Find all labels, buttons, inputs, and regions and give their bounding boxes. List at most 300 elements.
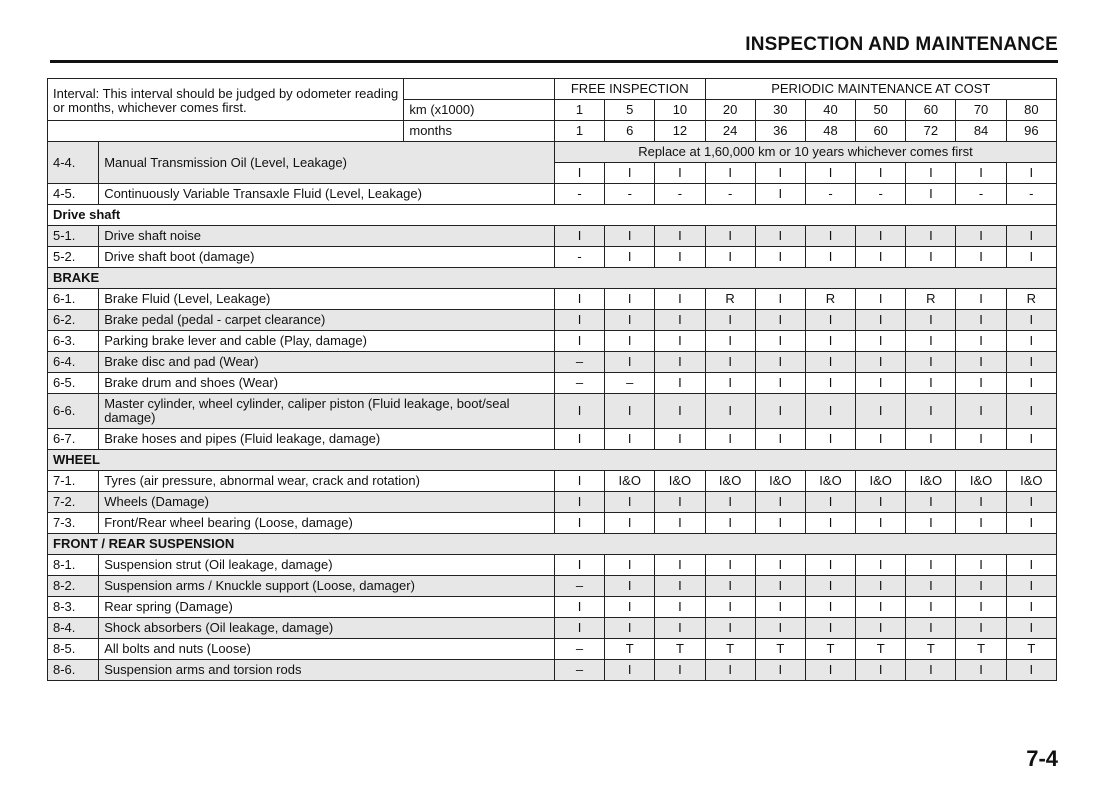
item-description: Brake hoses and pipes (Fluid leakage, damage) — [99, 429, 555, 450]
schedule-value: I — [705, 618, 755, 639]
schedule-value: I — [605, 555, 655, 576]
schedule-value: I — [1006, 597, 1056, 618]
schedule-value: I — [705, 331, 755, 352]
interval-note: Interval: This interval should be judged by odometer reading or months, whichever comes first. — [48, 79, 404, 121]
months-value: 1 — [554, 121, 604, 142]
schedule-value: I — [956, 226, 1006, 247]
schedule-value: I — [1006, 163, 1056, 184]
schedule-value: I — [755, 163, 805, 184]
schedule-value: I — [956, 597, 1006, 618]
item-number: 8-4. — [48, 618, 99, 639]
table-row — [48, 618, 1057, 639]
item-description: Parking brake lever and cable (Play, damage) — [99, 331, 555, 352]
item-number: 6-4. — [48, 352, 99, 373]
schedule-value: I — [605, 394, 655, 429]
schedule-value: - — [554, 247, 604, 268]
schedule-value: I — [956, 492, 1006, 513]
schedule-value: I — [856, 429, 906, 450]
schedule-value: I — [956, 618, 1006, 639]
table-row — [48, 555, 1057, 576]
schedule-body — [48, 79, 1057, 681]
schedule-value: I — [805, 352, 855, 373]
schedule-value: I — [705, 597, 755, 618]
schedule-value: I — [906, 226, 956, 247]
schedule-value: I — [805, 163, 855, 184]
schedule-value: I — [755, 492, 805, 513]
table-row — [48, 660, 1057, 681]
schedule-value: I — [605, 597, 655, 618]
schedule-value: - — [554, 184, 604, 205]
schedule-value: I — [605, 492, 655, 513]
schedule-value: I — [655, 429, 705, 450]
schedule-value: I — [755, 184, 805, 205]
schedule-value: I — [705, 513, 755, 534]
item-description: Brake drum and shoes (Wear) — [99, 373, 555, 394]
schedule-value: I — [605, 576, 655, 597]
schedule-value: I — [605, 310, 655, 331]
schedule-value: I — [856, 618, 906, 639]
months-value: 60 — [856, 121, 906, 142]
schedule-value: I — [705, 492, 755, 513]
schedule-value: I — [554, 163, 604, 184]
schedule-value: I — [705, 555, 755, 576]
table-row — [48, 576, 1057, 597]
table-row — [48, 142, 1057, 163]
schedule-value: I&O — [705, 471, 755, 492]
schedule-value: I — [906, 429, 956, 450]
schedule-value: T — [1006, 639, 1056, 660]
schedule-value: I — [1006, 555, 1056, 576]
section-row — [48, 534, 1057, 555]
item-description: Drive shaft noise — [99, 226, 555, 247]
schedule-value: I — [755, 429, 805, 450]
schedule-value: I — [655, 247, 705, 268]
schedule-value: I — [655, 331, 705, 352]
schedule-value: I — [554, 513, 604, 534]
header-blank — [48, 121, 404, 142]
section-title: BRAKE — [48, 268, 1057, 289]
item-number: 8-3. — [48, 597, 99, 618]
schedule-value: I — [856, 331, 906, 352]
months-value: 84 — [956, 121, 1006, 142]
item-number: 5-1. — [48, 226, 99, 247]
schedule-value: I — [705, 310, 755, 331]
schedule-value: I — [805, 310, 855, 331]
schedule-value: I — [554, 226, 604, 247]
schedule-value: I&O — [655, 471, 705, 492]
item-description: Suspension arms and torsion rods — [99, 660, 555, 681]
schedule-value: I — [655, 310, 705, 331]
schedule-value: I — [655, 352, 705, 373]
schedule-value: - — [605, 184, 655, 205]
schedule-value: I&O — [906, 471, 956, 492]
schedule-value: I — [705, 163, 755, 184]
schedule-value: T — [956, 639, 1006, 660]
table-row — [48, 289, 1057, 310]
schedule-value: I — [554, 471, 604, 492]
schedule-value: I — [1006, 618, 1056, 639]
schedule-value: I — [906, 660, 956, 681]
schedule-value: I — [605, 289, 655, 310]
schedule-value: R — [1006, 289, 1056, 310]
months-value: 48 — [805, 121, 855, 142]
schedule-value: I — [755, 310, 805, 331]
section-title: WHEEL — [48, 450, 1057, 471]
schedule-value: – — [554, 576, 604, 597]
schedule-value: I — [655, 226, 705, 247]
schedule-value: I — [605, 163, 655, 184]
item-number: 4-5. — [48, 184, 99, 205]
schedule-value: I — [755, 394, 805, 429]
schedule-value: I&O — [755, 471, 805, 492]
schedule-value: - — [956, 184, 1006, 205]
schedule-value: I — [906, 247, 956, 268]
header-divider — [50, 60, 1058, 63]
schedule-value: I — [956, 429, 1006, 450]
item-number: 7-1. — [48, 471, 99, 492]
schedule-value: I — [906, 597, 956, 618]
schedule-value: I — [605, 513, 655, 534]
page-number: 7-4 — [1026, 746, 1058, 771]
schedule-value: I — [856, 373, 906, 394]
schedule-value: I — [906, 576, 956, 597]
schedule-value: I — [1006, 429, 1056, 450]
schedule-value: I — [1006, 352, 1056, 373]
schedule-value: I — [856, 576, 906, 597]
schedule-value: T — [755, 639, 805, 660]
months-label: months — [404, 121, 555, 142]
schedule-value: I — [906, 492, 956, 513]
schedule-value: I — [705, 226, 755, 247]
item-description: Brake pedal (pedal - carpet clearance) — [99, 310, 555, 331]
item-number: 6-2. — [48, 310, 99, 331]
schedule-value: I — [956, 310, 1006, 331]
schedule-value: I — [1006, 576, 1056, 597]
schedule-value: I — [554, 289, 604, 310]
months-value: 96 — [1006, 121, 1056, 142]
schedule-value: I&O — [805, 471, 855, 492]
schedule-value: I — [655, 555, 705, 576]
schedule-value: I — [805, 226, 855, 247]
item-number: 6-1. — [48, 289, 99, 310]
schedule-value: I — [554, 310, 604, 331]
schedule-value: I — [605, 660, 655, 681]
schedule-value: I — [554, 394, 604, 429]
schedule-value: I — [805, 576, 855, 597]
item-description: Rear spring (Damage) — [99, 597, 555, 618]
table-row — [48, 226, 1057, 247]
schedule-value: I — [1006, 226, 1056, 247]
free-inspection-header: FREE INSPECTION — [554, 79, 705, 100]
schedule-value: T — [605, 639, 655, 660]
header-row-months — [48, 121, 1057, 142]
schedule-value: I — [755, 226, 805, 247]
table-row — [48, 352, 1057, 373]
schedule-value: I — [1006, 660, 1056, 681]
schedule-value: T — [856, 639, 906, 660]
schedule-value: I — [956, 289, 1006, 310]
schedule-value: I — [805, 555, 855, 576]
schedule-value: I — [1006, 513, 1056, 534]
schedule-value: – — [554, 639, 604, 660]
schedule-value: I — [705, 247, 755, 268]
schedule-value: I — [856, 163, 906, 184]
schedule-value: I — [956, 555, 1006, 576]
section-row — [48, 205, 1057, 226]
periodic-maintenance-header: PERIODIC MAINTENANCE AT COST — [705, 79, 1056, 100]
item-number: 6-3. — [48, 331, 99, 352]
schedule-value: I — [755, 618, 805, 639]
schedule-value: T — [705, 639, 755, 660]
schedule-value: I — [1006, 492, 1056, 513]
table-row — [48, 492, 1057, 513]
schedule-value: I — [705, 429, 755, 450]
schedule-value: - — [856, 184, 906, 205]
schedule-value: I — [856, 226, 906, 247]
schedule-value: - — [655, 184, 705, 205]
schedule-value: – — [554, 373, 604, 394]
maintenance-schedule-table — [47, 78, 1057, 681]
schedule-value: I — [805, 492, 855, 513]
item-description: Brake disc and pad (Wear) — [99, 352, 555, 373]
schedule-value: I — [755, 331, 805, 352]
schedule-value: I — [1006, 310, 1056, 331]
schedule-value: I — [755, 576, 805, 597]
schedule-value: I — [755, 513, 805, 534]
schedule-value: T — [655, 639, 705, 660]
schedule-value: I — [856, 394, 906, 429]
schedule-value: I&O — [1006, 471, 1056, 492]
item-description: Suspension arms / Knuckle support (Loose, damager) — [99, 576, 555, 597]
km-value: 60 — [906, 100, 956, 121]
km-value: 70 — [956, 100, 1006, 121]
km-value: 30 — [755, 100, 805, 121]
schedule-value: I — [906, 184, 956, 205]
item-description: Tyres (air pressure, abnormal wear, crack and rotation) — [99, 471, 555, 492]
item-number: 7-2. — [48, 492, 99, 513]
schedule-value: I — [856, 310, 906, 331]
table-row — [48, 429, 1057, 450]
schedule-value: I — [655, 576, 705, 597]
table-row — [48, 639, 1057, 660]
table-row — [48, 247, 1057, 268]
schedule-value: I — [805, 247, 855, 268]
schedule-value: I — [605, 331, 655, 352]
schedule-value: I — [956, 352, 1006, 373]
schedule-value: I — [1006, 394, 1056, 429]
schedule-value: I — [805, 660, 855, 681]
schedule-value: – — [554, 352, 604, 373]
schedule-value: I — [856, 247, 906, 268]
months-value: 6 — [605, 121, 655, 142]
schedule-value: I — [755, 373, 805, 394]
table-row — [48, 597, 1057, 618]
table-row — [48, 310, 1057, 331]
schedule-value: I — [805, 373, 855, 394]
schedule-value: I — [1006, 247, 1056, 268]
schedule-value: R — [805, 289, 855, 310]
schedule-value: I — [755, 289, 805, 310]
item-number: 6-7. — [48, 429, 99, 450]
schedule-value: I — [856, 352, 906, 373]
schedule-value: I — [906, 310, 956, 331]
km-value: 10 — [655, 100, 705, 121]
replacement-note: Replace at 1,60,000 km or 10 years whichever comes first — [554, 142, 1056, 163]
schedule-value: – — [605, 373, 655, 394]
schedule-value: I — [755, 555, 805, 576]
schedule-value: I — [554, 429, 604, 450]
schedule-value: I — [1006, 373, 1056, 394]
schedule-value: I — [554, 618, 604, 639]
item-number: 6-6. — [48, 394, 99, 429]
table-row — [48, 373, 1057, 394]
schedule-value: I — [906, 513, 956, 534]
table-row — [48, 331, 1057, 352]
schedule-value: I — [956, 576, 1006, 597]
schedule-value: I — [956, 373, 1006, 394]
schedule-value: I — [856, 289, 906, 310]
months-value: 24 — [705, 121, 755, 142]
schedule-value: I — [856, 555, 906, 576]
schedule-value: R — [705, 289, 755, 310]
table-row — [48, 513, 1057, 534]
schedule-value: I — [705, 352, 755, 373]
schedule-value: I — [956, 247, 1006, 268]
item-description: Suspension strut (Oil leakage, damage) — [99, 555, 555, 576]
schedule-value: I — [805, 597, 855, 618]
schedule-value: I — [956, 163, 1006, 184]
schedule-value: T — [906, 639, 956, 660]
schedule-value: I — [856, 492, 906, 513]
schedule-value: I — [1006, 331, 1056, 352]
item-description: Brake Fluid (Level, Leakage) — [99, 289, 555, 310]
item-description: Master cylinder, wheel cylinder, caliper piston (Fluid leakage, boot/seal damage) — [99, 394, 555, 429]
item-description: Drive shaft boot (damage) — [99, 247, 555, 268]
item-number: 7-3. — [48, 513, 99, 534]
section-title: FRONT / REAR SUSPENSION — [48, 534, 1057, 555]
schedule-value: I — [755, 352, 805, 373]
schedule-value: I — [655, 597, 705, 618]
schedule-value: - — [705, 184, 755, 205]
schedule-value: - — [1006, 184, 1056, 205]
schedule-value: I — [805, 618, 855, 639]
item-number: 8-6. — [48, 660, 99, 681]
schedule-value: I — [655, 394, 705, 429]
schedule-value: I — [956, 513, 1006, 534]
km-label: km (x1000) — [404, 100, 555, 121]
km-value: 20 — [705, 100, 755, 121]
schedule-value: I — [805, 394, 855, 429]
months-value: 12 — [655, 121, 705, 142]
schedule-value: I — [554, 492, 604, 513]
header-row-groups — [48, 79, 1057, 100]
schedule-value: I — [906, 618, 956, 639]
item-description: Manual Transmission Oil (Level, Leakage) — [99, 142, 555, 184]
schedule-value: I — [705, 373, 755, 394]
schedule-value: I — [906, 555, 956, 576]
schedule-value: I — [906, 373, 956, 394]
item-description: All bolts and nuts (Loose) — [99, 639, 555, 660]
table-row — [48, 471, 1057, 492]
schedule-value: I — [554, 331, 604, 352]
schedule-value: I — [856, 660, 906, 681]
schedule-value: I — [906, 331, 956, 352]
schedule-value: I — [655, 163, 705, 184]
schedule-value: I — [956, 394, 1006, 429]
km-value: 1 — [554, 100, 604, 121]
table-row — [48, 394, 1057, 429]
schedule-value: R — [906, 289, 956, 310]
schedule-value: I — [856, 597, 906, 618]
item-number: 5-2. — [48, 247, 99, 268]
schedule-value: I — [605, 352, 655, 373]
schedule-value: I&O — [956, 471, 1006, 492]
schedule-value: I — [554, 555, 604, 576]
item-number: 8-5. — [48, 639, 99, 660]
schedule-value: I — [655, 513, 705, 534]
schedule-value: I — [605, 429, 655, 450]
schedule-value: I — [705, 660, 755, 681]
page-title: INSPECTION AND MAINTENANCE — [745, 34, 1058, 55]
schedule-value: I — [956, 660, 1006, 681]
months-value: 72 — [906, 121, 956, 142]
km-value: 5 — [605, 100, 655, 121]
km-value: 80 — [1006, 100, 1056, 121]
months-value: 36 — [755, 121, 805, 142]
schedule-value: I — [554, 597, 604, 618]
schedule-value: - — [805, 184, 855, 205]
schedule-value: I — [906, 163, 956, 184]
section-title: Drive shaft — [48, 205, 1057, 226]
schedule-value: I — [605, 226, 655, 247]
item-description: Continuously Variable Transaxle Fluid (Level, Leakage) — [99, 184, 555, 205]
section-row — [48, 268, 1057, 289]
schedule-value: I — [856, 513, 906, 534]
item-number: 8-2. — [48, 576, 99, 597]
schedule-value: I — [755, 597, 805, 618]
schedule-value: I — [906, 394, 956, 429]
table-row — [48, 184, 1057, 205]
schedule-value: I — [956, 331, 1006, 352]
schedule-value: I — [705, 394, 755, 429]
schedule-value: I — [655, 373, 705, 394]
schedule-value: I — [655, 618, 705, 639]
schedule-value: I — [605, 247, 655, 268]
schedule-value: I — [655, 660, 705, 681]
schedule-value: I&O — [856, 471, 906, 492]
item-number: 6-5. — [48, 373, 99, 394]
header-blank — [404, 79, 555, 100]
km-value: 40 — [805, 100, 855, 121]
item-description: Front/Rear wheel bearing (Loose, damage) — [99, 513, 555, 534]
schedule-value: I — [805, 513, 855, 534]
schedule-value: I — [755, 660, 805, 681]
item-description: Shock absorbers (Oil leakage, damage) — [99, 618, 555, 639]
item-number: 4-4. — [48, 142, 99, 184]
schedule-value: I — [605, 618, 655, 639]
section-row — [48, 450, 1057, 471]
schedule-value: I&O — [605, 471, 655, 492]
schedule-value: I — [755, 247, 805, 268]
schedule-value: T — [805, 639, 855, 660]
schedule-value: I — [655, 492, 705, 513]
schedule-value: I — [805, 331, 855, 352]
item-number: 8-1. — [48, 555, 99, 576]
schedule-value: I — [906, 352, 956, 373]
item-description: Wheels (Damage) — [99, 492, 555, 513]
km-value: 50 — [856, 100, 906, 121]
schedule-value: I — [805, 429, 855, 450]
